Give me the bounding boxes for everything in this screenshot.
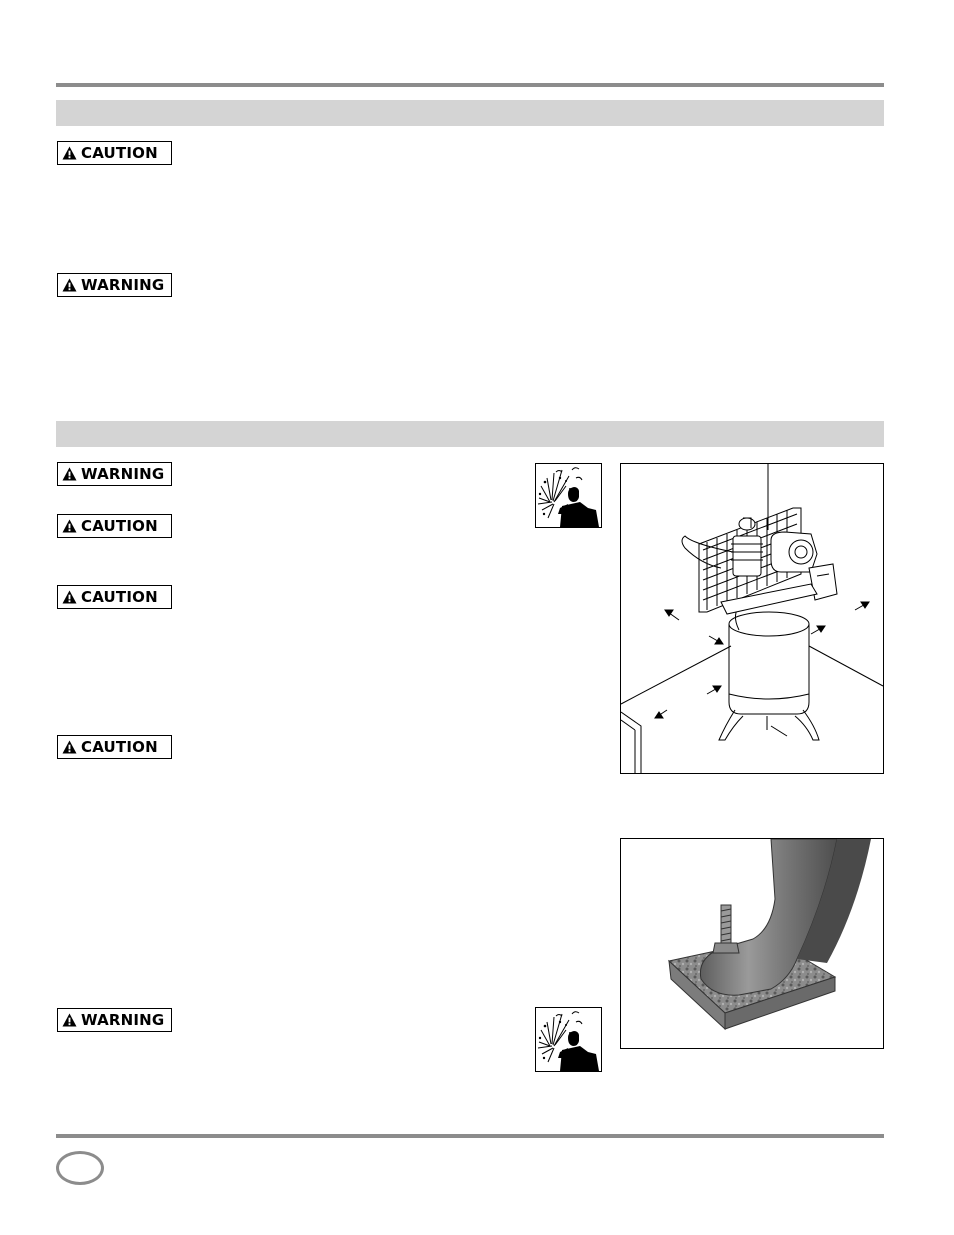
section-header-band-1: [56, 100, 884, 126]
alert-triangle-icon: [62, 740, 77, 754]
caution-badge: [57, 141, 172, 165]
top-rule: [56, 83, 884, 87]
alert-triangle-icon: [62, 146, 77, 160]
foot-vibration-pad-illustration: [620, 838, 884, 1049]
section-header-band-2: [56, 421, 884, 447]
caution-label: CAUTION: [81, 517, 158, 535]
caution-label: CAUTION: [81, 144, 158, 162]
warning-badge: [57, 462, 172, 486]
caution-label: CAUTION: [81, 588, 158, 606]
alert-triangle-icon: [62, 519, 77, 533]
alert-triangle-icon: [62, 278, 77, 292]
warning-label: WARNING: [81, 276, 165, 294]
alert-triangle-icon: [62, 467, 77, 481]
warning-label: WARNING: [81, 1011, 165, 1029]
warning-badge: [57, 273, 172, 297]
caution-badge: [57, 735, 172, 759]
alert-triangle-icon: [62, 590, 77, 604]
page-indicator-circle: [56, 1151, 104, 1185]
compressor-placement-illustration: [620, 463, 884, 774]
explosion-hazard-icon: [535, 1007, 602, 1072]
alert-triangle-icon: [62, 1013, 77, 1027]
bottom-rule: [56, 1134, 884, 1138]
warning-label: WARNING: [81, 465, 165, 483]
explosion-hazard-icon: [535, 463, 602, 528]
caution-badge: [57, 585, 172, 609]
warning-badge: [57, 1008, 172, 1032]
caution-badge: [57, 514, 172, 538]
caution-label: CAUTION: [81, 738, 158, 756]
